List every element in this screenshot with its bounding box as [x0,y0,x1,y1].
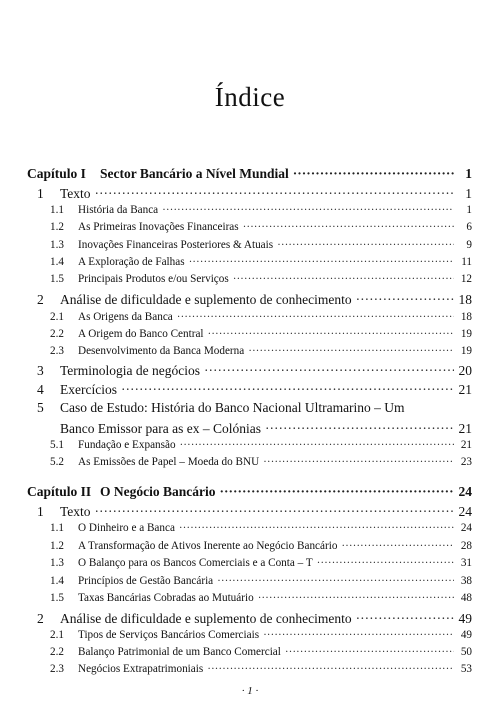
toc-title: Desenvolvimento da Banca Moderna [78,345,245,357]
toc-title: O Balanço para os Bancos Comerciais e a Conta – T [78,557,313,569]
toc-title: História da Banca [78,204,159,216]
toc-subsection [50,221,472,233]
toc-section [37,421,472,437]
toc-number: 2.2 [50,646,64,658]
toc-page-number: 18 [458,292,472,307]
toc-page-number: 18 [460,311,472,323]
dot-leader [121,382,454,398]
dot-leader [233,273,454,285]
dot-leader [162,204,454,216]
toc-subsection [50,239,472,251]
dot-leader [285,646,454,658]
toc-title: Terminologia de negócios [60,363,201,378]
toc-page-number: 9 [466,239,472,251]
toc-title: Tipos de Serviços Bancários Comerciais [78,629,260,641]
dot-leader [177,311,454,323]
toc-section [37,382,472,398]
toc-number: 1.4 [50,575,64,587]
toc-number: 1 [37,186,44,201]
dot-leader [263,456,454,468]
toc-title: Texto [60,504,91,519]
dot-leader [179,522,454,534]
toc-subsection [50,522,472,534]
toc-page-number: 50 [460,646,472,658]
dot-leader [204,363,454,379]
toc-title: A Transformação de Ativos Inerente ao Negócio Bancário [78,540,338,552]
toc-page-number: 24 [458,484,472,499]
toc-number: 1.3 [50,239,64,251]
dot-leader [95,186,454,202]
dot-leader [356,611,454,627]
toc-title: Taxas Bancárias Cobradas ao Mutuário [78,592,254,604]
toc-title: A Exploração de Falhas [78,256,185,268]
dot-leader [248,345,454,357]
toc-subsection [50,311,472,323]
toc-number: Capítulo I [27,166,86,181]
toc-number: 2 [37,292,44,307]
toc-subsection [50,204,472,216]
toc-section [37,504,472,520]
toc-page-number: 49 [458,611,472,626]
toc-number: Capítulo II [27,484,92,499]
toc-title: Análise de dificuldade e suplemento de conhecimento [60,611,352,626]
toc-number: 1.4 [50,256,64,268]
toc-number: 1.1 [50,204,64,216]
toc-page-number: 24 [460,522,472,534]
dot-leader [207,663,454,675]
toc-number: 2.2 [50,328,64,340]
toc-subsection [50,646,472,658]
toc-page-number: 20 [458,363,472,378]
toc-page-number: 1 [465,186,472,201]
dot-leader [277,239,454,251]
toc-number: 1.1 [50,522,64,534]
dot-leader [243,221,454,233]
toc-subsection [50,575,472,587]
toc-page-number: 53 [460,663,472,675]
dot-leader [217,575,454,587]
toc-number: 1.2 [50,221,64,233]
dot-leader [341,540,454,552]
toc-title: Texto [60,186,91,201]
dot-leader [208,328,454,340]
toc-page-number: 19 [460,345,472,357]
toc-number: 5 [37,400,44,415]
dot-leader [317,557,454,569]
toc-section [37,292,472,308]
dot-leader [258,592,454,604]
toc-subsection [50,592,472,604]
toc-subsection [50,439,472,451]
toc-number: 4 [37,382,44,397]
toc-number: 2.3 [50,663,64,675]
toc-number: 2.1 [50,311,64,323]
toc-page-number: 1 [465,166,472,181]
toc-number: 2 [37,611,44,626]
toc-number: 2.1 [50,629,64,641]
toc-page-number: 6 [466,221,472,233]
toc-subsection [50,557,472,569]
dot-leader [219,484,454,500]
toc-page-number: 11 [461,256,472,268]
toc-title: Principais Produtos e/ou Serviços [78,273,229,285]
toc-subsection [50,256,472,268]
dot-leader [189,256,454,268]
toc-page-number: 24 [458,504,472,519]
toc-page-number: 23 [460,456,472,468]
toc-page-number: 19 [460,328,472,340]
toc-page-number: 49 [460,629,472,641]
dot-leader [95,504,454,520]
toc-chapter [27,484,472,500]
toc-number: 1.5 [50,592,64,604]
page-number: · 1 · [241,685,259,697]
toc-page-number: 48 [460,592,472,604]
dot-leader [293,166,454,182]
toc-subsection [50,663,472,675]
toc-page-number: 12 [460,273,472,285]
toc-page-number: 38 [460,575,472,587]
dot-leader [265,421,454,437]
toc-title: O Dinheiro e a Banca [78,522,175,534]
toc-title: Sector Bancário a Nível Mundial [100,166,289,181]
toc-title: Inovações Financeiras Posteriores & Atuais [78,239,274,251]
toc-title: As Emissões de Papel – Moeda do BNU [78,456,260,468]
dot-leader [356,292,454,308]
toc-page-number: 21 [458,382,472,397]
toc-number: 1.3 [50,557,64,569]
toc-number: 5.1 [50,439,64,451]
toc-title: As Origens da Banca [78,311,173,323]
toc-section [37,611,472,627]
toc-title: Balanço Patrimonial de um Banco Comercial [78,646,281,658]
toc-title: Análise de dificuldade e suplemento de conhecimento [60,292,352,307]
toc-subsection [50,345,472,357]
dot-leader [263,629,454,641]
toc-title: Negócios Extrapatrimoniais [78,663,204,675]
dot-leader [180,439,454,451]
toc-number: 1 [37,504,44,519]
toc-page-number: 21 [458,421,472,436]
toc-title: Exercícios [60,382,117,397]
toc-page-number: 1 [466,204,472,216]
toc-number: 5.2 [50,456,64,468]
toc-title: Princípios de Gestão Bancária [78,575,214,587]
toc-number: 1.5 [50,273,64,285]
toc-subsection [50,328,472,340]
toc-title: Caso de Estudo: História do Banco Nacional Ultramarino – Um [60,400,405,415]
toc-title: A Origem do Banco Central [78,328,204,340]
toc-subsection [50,629,472,641]
toc-page-number: 28 [460,540,472,552]
toc-title: O Negócio Bancário [100,484,216,499]
toc-title: Banco Emissor para as ex – Colónias [60,421,261,436]
toc-subsection [50,540,472,552]
toc-number: 1.2 [50,540,64,552]
toc-section [37,186,472,202]
toc-subsection [50,456,472,468]
toc-number: 2.3 [50,345,64,357]
toc-chapter [27,166,472,182]
toc-page-number: 21 [460,439,472,451]
toc-title: Fundação e Expansão [78,439,176,451]
toc-title: As Primeiras Inovações Financeiras [78,221,239,233]
toc-number: 3 [37,363,44,378]
toc-page-number: 31 [460,557,472,569]
page-title: Índice [214,82,286,112]
toc-section [37,400,472,416]
toc-section [37,363,472,379]
toc-subsection [50,273,472,285]
